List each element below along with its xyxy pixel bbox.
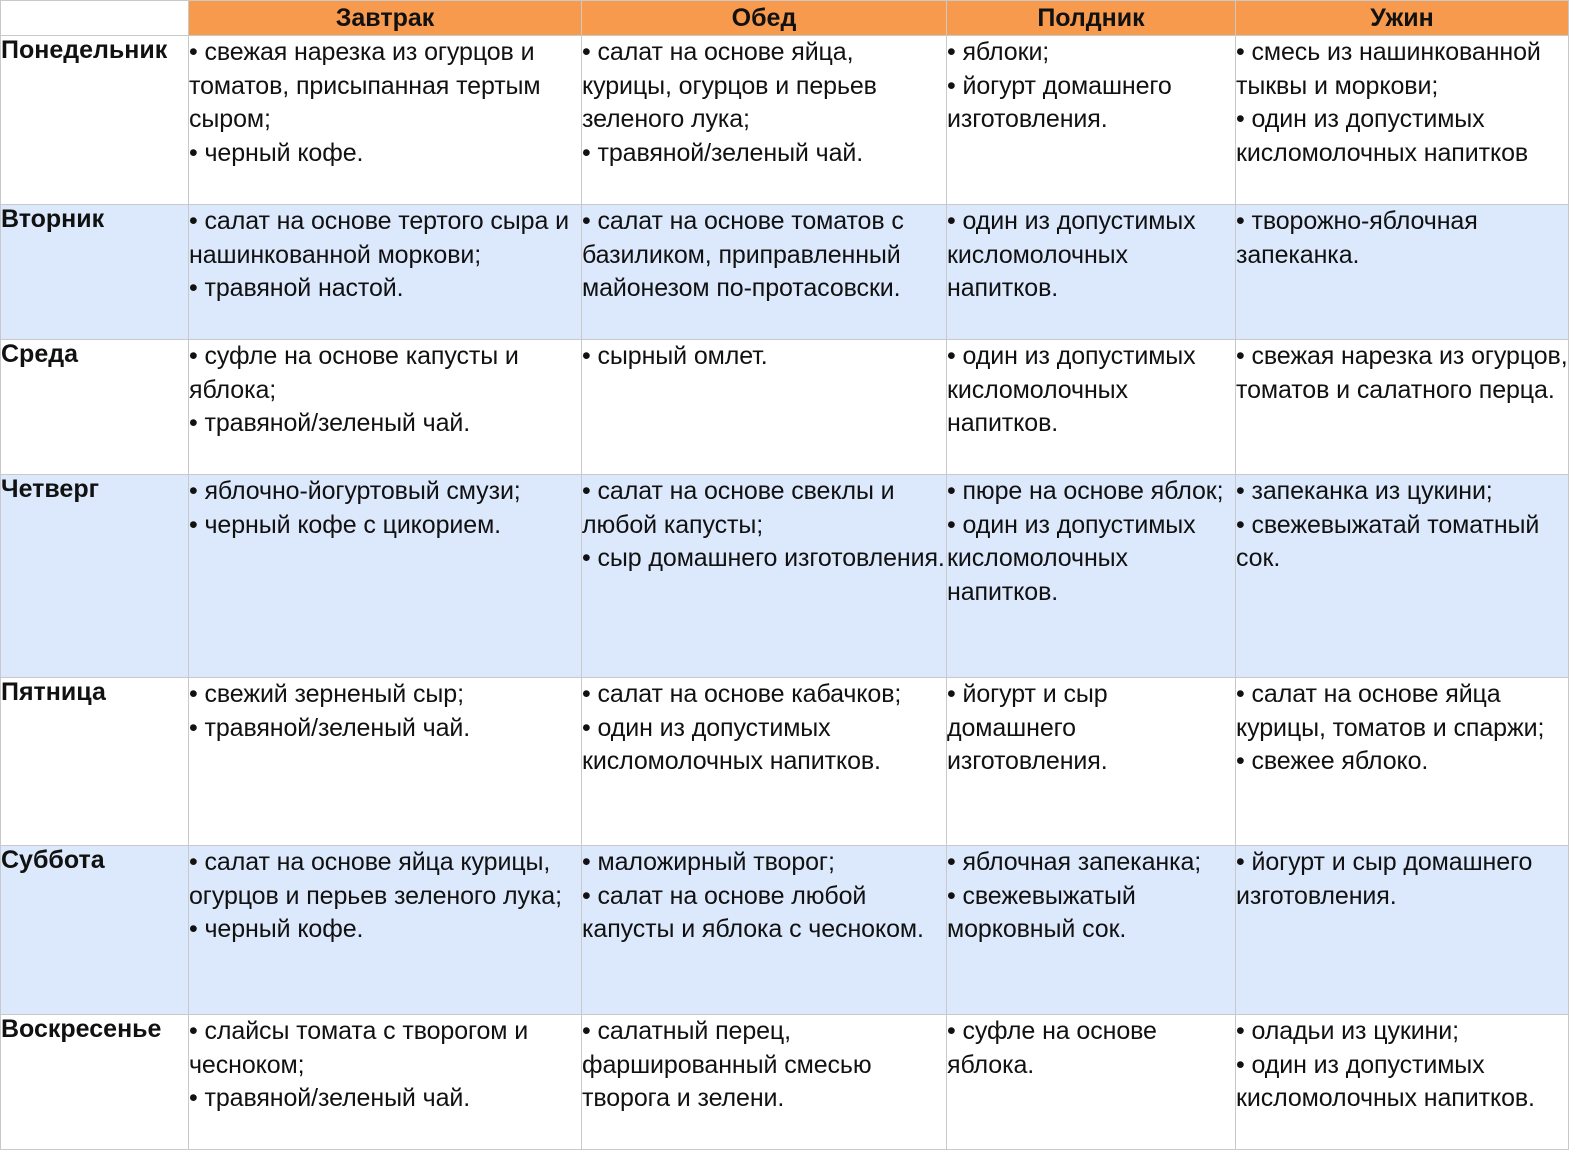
meal-cell-sunday-snack bbox=[947, 1015, 1236, 1150]
day-label-monday: Понедельник bbox=[1, 36, 189, 205]
table-row bbox=[1, 678, 1569, 846]
meal-item: • яблочная запеканка; bbox=[947, 848, 1202, 876]
header-snack: Полдник bbox=[947, 1, 1236, 36]
meal-item: • йогурт и сыр домашнего изготовления. bbox=[1236, 848, 1533, 910]
meal-cell-thursday-breakfast bbox=[189, 475, 582, 678]
day-label-thursday: Четверг bbox=[1, 475, 189, 678]
meal-item: • оладьи из цукини; bbox=[1236, 1017, 1459, 1045]
meal-item: • травяной/зеленый чай. bbox=[582, 138, 864, 167]
table-row bbox=[1, 1015, 1569, 1150]
table-row bbox=[1, 36, 1569, 205]
meal-cell-saturday-dinner bbox=[1236, 846, 1569, 1015]
meal-item: • яблоки; bbox=[947, 38, 1050, 66]
meal-item: • йогурт домашнего изготовления. bbox=[947, 71, 1172, 134]
meal-cell-saturday-lunch bbox=[582, 846, 947, 1015]
meal-item: • смесь из нашинкованной тыквы и моркови; bbox=[1236, 38, 1541, 100]
corner-cell bbox=[1, 1, 189, 36]
meal-cell-friday-breakfast bbox=[189, 678, 582, 846]
header-row bbox=[1, 1, 1569, 36]
meal-item: • один из допустимых кисломолочных напитков. bbox=[582, 713, 881, 776]
meal-item: • черный кофе с цикорием. bbox=[189, 510, 502, 539]
meal-item: • свежевыжатый морковный сок. bbox=[947, 881, 1136, 944]
meal-cell-monday-dinner bbox=[1236, 36, 1569, 205]
meal-cell-monday-lunch bbox=[582, 36, 947, 205]
meal-item: • один из допустимых кисломолочных напитков bbox=[1236, 105, 1529, 167]
meal-cell-monday-snack bbox=[947, 36, 1236, 205]
meal-item: • черный кофе. bbox=[189, 915, 364, 944]
meal-item: • один из допустимых кисломолочных напитков. bbox=[947, 510, 1196, 606]
day-label-wednesday: Среда bbox=[1, 340, 189, 475]
meal-cell-sunday-lunch bbox=[582, 1015, 947, 1150]
meal-cell-sunday-dinner bbox=[1236, 1015, 1569, 1150]
meal-cell-wednesday-dinner bbox=[1236, 340, 1569, 475]
meal-item: • сыр домашнего изготовления. bbox=[582, 544, 945, 573]
table-row bbox=[1, 846, 1569, 1015]
meal-item: • свежевыжатай томатный сок. bbox=[1236, 510, 1540, 573]
meal-cell-friday-snack bbox=[947, 678, 1236, 846]
day-label-saturday: Суббота bbox=[1, 846, 189, 1015]
header-breakfast: Завтрак bbox=[189, 1, 582, 36]
meal-item: • салат на основе яйца курицы, огурцов и перьев зеленого лука; bbox=[189, 848, 562, 910]
meal-item: • травяной/зеленый чай. bbox=[189, 713, 471, 742]
meal-item: • один из допустимых кисломолочных напитков. bbox=[947, 342, 1196, 438]
day-label-friday: Пятница bbox=[1, 678, 189, 846]
meal-item: • йогурт и сыр домашнего изготовления. bbox=[947, 680, 1108, 776]
day-label-tuesday: Вторник bbox=[1, 205, 189, 340]
meal-item: • свежая нарезка из огурцов, томатов и салатного перца. bbox=[1236, 342, 1568, 404]
meal-item: • сырный омлет. bbox=[582, 342, 768, 370]
meal-item: • маложирный творог; bbox=[582, 848, 835, 876]
meal-item: • салат на основе тертого сыра и нашинкованной моркови; bbox=[189, 207, 569, 269]
meal-cell-sunday-breakfast bbox=[189, 1015, 582, 1150]
meal-item: • салат на основе любой капусты и яблока с чесноком. bbox=[582, 881, 924, 944]
meal-cell-tuesday-snack bbox=[947, 205, 1236, 340]
meal-cell-friday-dinner bbox=[1236, 678, 1569, 846]
meal-item: • пюре на основе яблок; bbox=[947, 477, 1224, 505]
meal-cell-wednesday-snack bbox=[947, 340, 1236, 475]
meal-item: • свежий зерненый сыр; bbox=[189, 680, 464, 708]
meal-cell-saturday-breakfast bbox=[189, 846, 582, 1015]
meal-item: • салат на основе свеклы и любой капусты; bbox=[582, 477, 895, 539]
meal-cell-thursday-lunch bbox=[582, 475, 947, 678]
meal-item: • один из допустимых кисломолочных напитков. bbox=[1236, 1050, 1535, 1113]
meal-item: • один из допустимых кисломолочных напитков. bbox=[947, 207, 1196, 303]
meal-cell-saturday-snack bbox=[947, 846, 1236, 1015]
meal-item: • травяной/зеленый чай. bbox=[189, 409, 471, 438]
meal-item: • свежее яблоко. bbox=[1236, 747, 1429, 776]
table-row bbox=[1, 205, 1569, 340]
meal-item: • салатный перец, фаршированный смесью творога и зелени. bbox=[582, 1017, 872, 1113]
meal-cell-thursday-dinner bbox=[1236, 475, 1569, 678]
meal-cell-tuesday-dinner bbox=[1236, 205, 1569, 340]
meal-cell-tuesday-lunch bbox=[582, 205, 947, 340]
meal-item: • травяной/зеленый чай. bbox=[189, 1084, 471, 1113]
meal-item: • яблочно-йогуртовый смузи; bbox=[189, 477, 521, 505]
header-lunch: Обед bbox=[582, 1, 947, 36]
meal-item: • салат на основе яйца, курицы, огурцов и перьев зеленого лука; bbox=[582, 38, 877, 134]
meal-cell-friday-lunch bbox=[582, 678, 947, 846]
header-dinner: Ужин bbox=[1236, 1, 1569, 36]
meal-item: • суфле на основе яблока. bbox=[947, 1017, 1157, 1079]
meal-item: • салат на основе кабачков; bbox=[582, 680, 902, 708]
table-row bbox=[1, 475, 1569, 678]
meal-cell-monday-breakfast bbox=[189, 36, 582, 205]
meal-item: • травяной настой. bbox=[189, 274, 404, 303]
day-label-sunday: Воскресенье bbox=[1, 1015, 189, 1150]
meal-item: • запеканка из цукини; bbox=[1236, 477, 1493, 505]
meal-item: • салат на основе томатов с базиликом, приправленный майонезом по-протасовски. bbox=[582, 207, 904, 303]
meal-item: • слайсы томата с творогом и чесноком; bbox=[189, 1017, 529, 1079]
meal-item: • салат на основе яйца курицы, томатов и спаржи; bbox=[1236, 680, 1545, 742]
meal-item: • суфле на основе капусты и яблока; bbox=[189, 342, 519, 404]
meal-cell-wednesday-breakfast bbox=[189, 340, 582, 475]
meal-item: • черный кофе. bbox=[189, 138, 364, 167]
table-row bbox=[1, 340, 1569, 475]
meal-cell-thursday-snack bbox=[947, 475, 1236, 678]
meal-cell-tuesday-breakfast bbox=[189, 205, 582, 340]
meal-item: • свежая нарезка из огурцов и томатов, присыпанная тертым сыром; bbox=[189, 38, 541, 134]
table-body bbox=[1, 36, 1569, 1150]
meal-item: • творожно-яблочная запеканка. bbox=[1236, 207, 1478, 269]
meal-cell-wednesday-lunch bbox=[582, 340, 947, 475]
